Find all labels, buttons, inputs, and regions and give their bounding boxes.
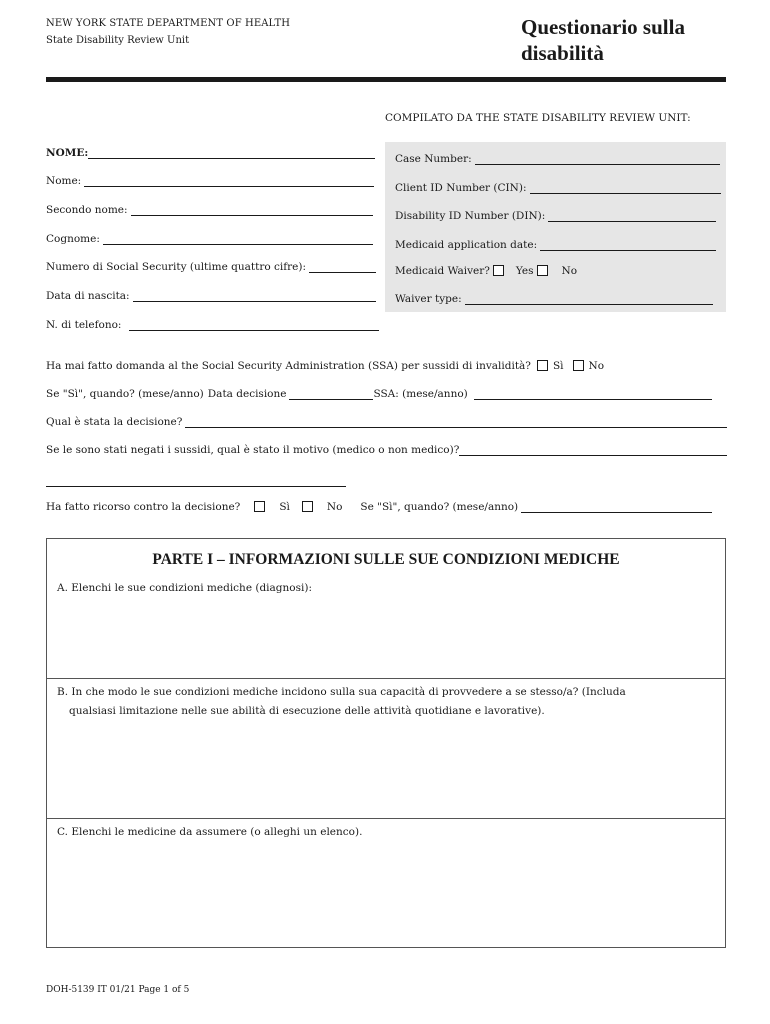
part1-title: PARTE I – INFORMAZIONI SULLE SUE CONDIZIONI MEDICHE bbox=[152, 551, 620, 568]
secondo-nome-label: Secondo nome: bbox=[46, 204, 128, 216]
dob-label: Data di nascita: bbox=[46, 290, 130, 302]
ssa-applied-question: Ha mai fatto domanda al the Social Security Administration (SSA) per sussidi di invalidità? bbox=[46, 360, 531, 372]
last-name-field[interactable] bbox=[103, 232, 373, 245]
part1-question-b-cont: qualsiasi limitazione nelle sue abilità di esecuzione delle attività quotidiane e lavorative). bbox=[69, 705, 545, 717]
part1-divider-b bbox=[47, 818, 725, 819]
medicaid-date-row bbox=[395, 238, 716, 251]
denial-reason-field[interactable] bbox=[459, 443, 727, 456]
ssa-month-year-label: SSA: (mese/anno) bbox=[373, 388, 468, 400]
part1-section bbox=[46, 538, 726, 948]
ssn-row bbox=[46, 260, 376, 273]
phone-field[interactable] bbox=[129, 318, 379, 331]
part1-question-c: C. Elenchi le medicine da assumere (o alleghi un elenco). bbox=[57, 826, 363, 838]
secondo-nome-row bbox=[46, 203, 373, 216]
cin-row bbox=[395, 181, 721, 194]
ssa-applied-si-label: Sì bbox=[552, 360, 564, 372]
nome-label: Nome: bbox=[46, 175, 82, 187]
appeal-when-field[interactable] bbox=[521, 500, 712, 513]
phone-row bbox=[46, 318, 379, 331]
agency-name: NEW YORK STATE DEPARTMENT OF HEALTH bbox=[46, 18, 291, 29]
appeal-si-checkbox[interactable] bbox=[254, 501, 265, 512]
cin-field[interactable] bbox=[530, 181, 721, 194]
appeal-when-label: Se "Sì", quando? (mese/anno) bbox=[360, 501, 519, 513]
denial-reason-field-2[interactable] bbox=[46, 474, 346, 487]
ssa-when-row bbox=[46, 387, 712, 400]
case-number-label: Case Number: bbox=[395, 153, 472, 165]
medicaid-date-label: Medicaid application date: bbox=[395, 239, 538, 251]
waiver-question: Medicaid Waiver? bbox=[395, 265, 490, 277]
full-name-field[interactable] bbox=[88, 146, 375, 159]
din-field[interactable] bbox=[548, 209, 716, 222]
din-row bbox=[395, 209, 716, 222]
decision-label: Qual è stata la decisione? bbox=[46, 416, 183, 428]
appeal-si-label: Sì bbox=[279, 501, 290, 513]
waiver-no-label: No bbox=[561, 265, 578, 277]
ssn-label: Numero di Social Security (ultime quattro cifre): bbox=[46, 261, 306, 273]
page-title: Questionario sulla disabilità bbox=[521, 15, 685, 65]
ssa-applied-no-checkbox[interactable] bbox=[573, 360, 584, 371]
phone-label: N. di telefono: bbox=[46, 319, 122, 331]
decision-field[interactable] bbox=[185, 415, 727, 428]
waiver-type-field[interactable] bbox=[465, 292, 713, 305]
waiver-yes-label: Yes bbox=[515, 265, 534, 277]
case-number-row bbox=[395, 152, 720, 165]
nome-heading-row bbox=[46, 146, 375, 159]
ssa-when-label: Se "Sì", quando? (mese/anno) bbox=[46, 388, 204, 400]
first-name-field[interactable] bbox=[84, 174, 374, 187]
dob-field[interactable] bbox=[133, 289, 376, 302]
medicaid-date-field[interactable] bbox=[540, 238, 716, 251]
ssa-month-year-field[interactable] bbox=[474, 387, 712, 400]
middle-name-field[interactable] bbox=[131, 203, 373, 216]
appeal-no-label: No bbox=[326, 501, 343, 513]
part1-question-a: A. Elenchi le sue condizioni mediche (diagnosi): bbox=[57, 582, 312, 594]
review-box-heading: COMPILATO DA THE STATE DISABILITY REVIEW UNIT: bbox=[385, 112, 691, 124]
nome-heading: NOME: bbox=[46, 147, 89, 159]
appeal-question: Ha fatto ricorso contro la decisione? bbox=[46, 501, 241, 513]
ssa-decision-date-field[interactable] bbox=[289, 387, 373, 400]
header-rule bbox=[46, 77, 726, 82]
waiver-type-row bbox=[395, 292, 713, 305]
waiver-yes-checkbox[interactable] bbox=[537, 265, 548, 276]
dob-row bbox=[46, 289, 376, 302]
din-label: Disability ID Number (DIN): bbox=[395, 210, 546, 222]
part1-question-b: B. In che modo le sue condizioni mediche incidono sulla sua capacità di provvedere a se stesso/a? (Includa bbox=[57, 686, 626, 698]
case-number-field[interactable] bbox=[475, 152, 720, 165]
appeal-row bbox=[46, 500, 712, 513]
waiver-row bbox=[395, 265, 577, 277]
denial-reason-row bbox=[46, 443, 727, 456]
ssa-applied-si-checkbox[interactable] bbox=[537, 360, 548, 371]
cognome-row bbox=[46, 232, 373, 245]
decision-row bbox=[46, 415, 727, 428]
ssa-applied-no-label: No bbox=[588, 360, 605, 372]
nome-row bbox=[46, 174, 374, 187]
ssa-decision-date-label: Data decisione bbox=[207, 388, 287, 400]
ssn-field[interactable] bbox=[309, 260, 376, 273]
unit-name: State Disability Review Unit bbox=[46, 35, 190, 46]
form-code-footer: DOH-5139 IT 01/21 Page 1 of 5 bbox=[46, 985, 190, 995]
waiver-checkbox[interactable] bbox=[493, 265, 504, 276]
appeal-no-checkbox[interactable] bbox=[302, 501, 313, 512]
cin-label: Client ID Number (CIN): bbox=[395, 182, 527, 194]
ssa-applied-row bbox=[46, 360, 604, 372]
part1-divider-a bbox=[47, 678, 725, 679]
denial-reason-label: Se le sono stati negati i sussidi, qual è stato il motivo (medico o non medico)? bbox=[46, 444, 460, 456]
cognome-label: Cognome: bbox=[46, 233, 100, 245]
waiver-type-label: Waiver type: bbox=[395, 293, 462, 305]
review-box bbox=[385, 142, 726, 312]
